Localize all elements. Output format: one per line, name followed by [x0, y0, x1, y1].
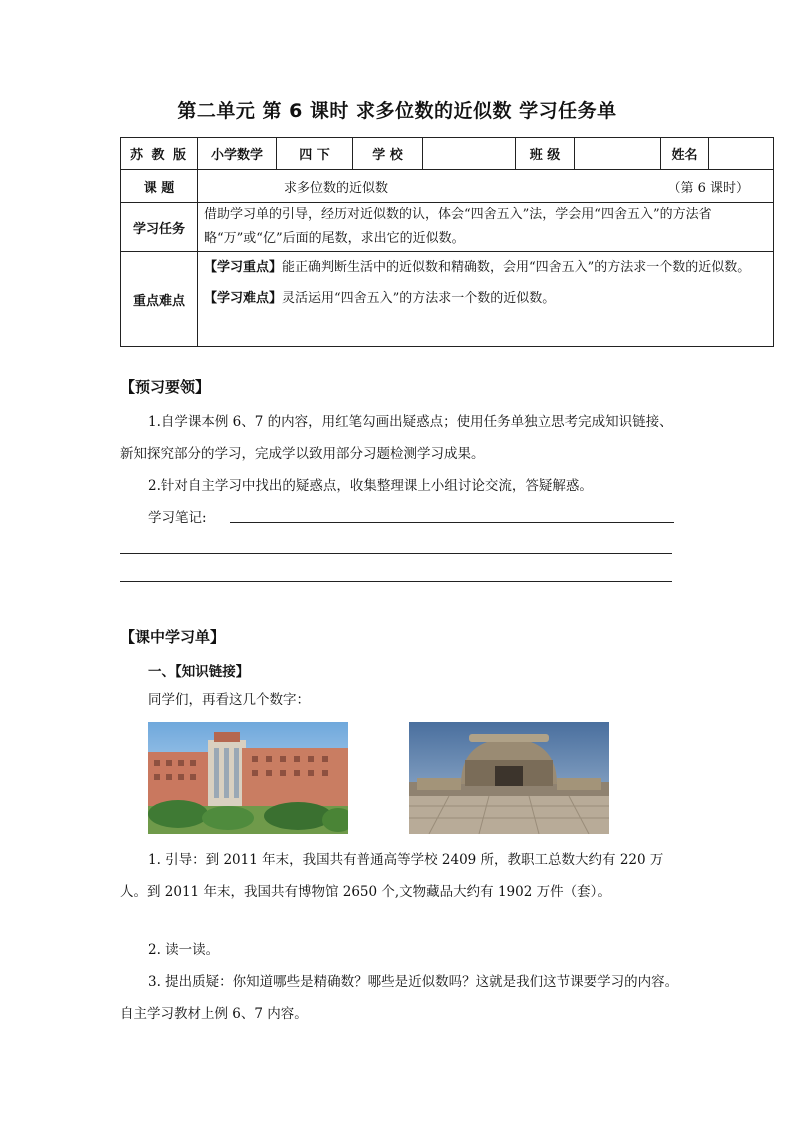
key-point-tag: 【学习重点】: [204, 260, 283, 275]
question-2: 2. 读一读。: [148, 942, 220, 958]
school-value[interactable]: [423, 138, 516, 170]
question-3: 3. 提出质疑：你知道哪些是精确数？哪些是近似数吗？这就是我们这节课要学习的内容。自主学习教材上例 6、7 内容。: [120, 974, 679, 1022]
info-row-key: [121, 252, 774, 347]
university-photo: [148, 722, 348, 834]
difficulty-tag: 【学习难点】: [204, 291, 283, 306]
key-point-text: 能正确判断生活中的近似数和精确数，会用“四舍五入”的方法求一个数的近似数。: [282, 260, 751, 275]
preview-heading: 【预习要领】: [120, 378, 211, 396]
name-value[interactable]: [709, 138, 774, 170]
key-cell: [198, 252, 774, 347]
preview-item-1: 1.自学课本例 6、7 的内容，用红笔勾画出疑惑点；使用任务单独立思考完成知识链接、新知探究部分的学习，完成学以致用部分习题检测学习成果。: [120, 414, 673, 462]
info-row-lesson: [121, 170, 774, 203]
difficulty: [204, 283, 767, 314]
name-label: 姓名: [661, 138, 709, 170]
page-title: 第二单元 第 6 课时 求多位数的近似数 学习任务单: [177, 100, 617, 122]
lesson-cell: [198, 170, 774, 203]
grade-cell: 四 下: [277, 138, 353, 170]
museum-photo: [409, 722, 609, 834]
notes-label: 学习笔记:: [148, 510, 207, 526]
info-table: [120, 137, 774, 347]
publisher-cell: 苏 教 版: [121, 138, 198, 170]
knowledge-link-heading: 一、【知识链接】: [148, 664, 250, 680]
difficulty-text: 灵活运用“四舍五入”的方法求一个数的近似数。: [282, 291, 556, 306]
lesson-name: 求多位数的近似数: [284, 181, 389, 196]
lesson-number: （第 6 课时）: [667, 181, 749, 196]
key-point: [204, 252, 767, 283]
preview-item-2: 2.针对自主学习中找出的疑惑点，收集整理课上小组讨论交流，答疑解惑。: [148, 478, 593, 494]
info-row-header: [121, 138, 774, 170]
museum-illustration: [409, 722, 609, 834]
notes-line-1[interactable]: [230, 522, 674, 523]
notes-line-2[interactable]: [120, 553, 672, 554]
in-class-heading: 【课中学习单】: [120, 628, 226, 646]
intro-text: 同学们，再看这几个数字：: [148, 692, 310, 708]
notes-line-3[interactable]: [120, 581, 672, 582]
task-label: 学习任务: [121, 203, 198, 252]
subject-cell: 小学数学: [198, 138, 277, 170]
info-row-task: [121, 203, 774, 252]
school-label: 学 校: [353, 138, 423, 170]
lesson-label: 课 题: [121, 170, 198, 203]
university-illustration: [148, 722, 348, 834]
question-1: 1. 引导：到 2011 年末，我国共有普通高等学校 2409 所，教职工总数大约有 220 万人。到 2011 年末，我国共有博物馆 2650 个,文物藏品大约有 1902 万件（套）。: [120, 852, 664, 900]
class-label: 班 级: [516, 138, 575, 170]
task-text: 借助学习单的引导，经历对近似数的认，体会“四舍五入”法，学会用“四舍五入”的方法省略“万”或“亿”后面的尾数，求出它的近似数。: [198, 203, 774, 252]
key-label: 重点难点: [121, 252, 198, 347]
class-value[interactable]: [575, 138, 661, 170]
